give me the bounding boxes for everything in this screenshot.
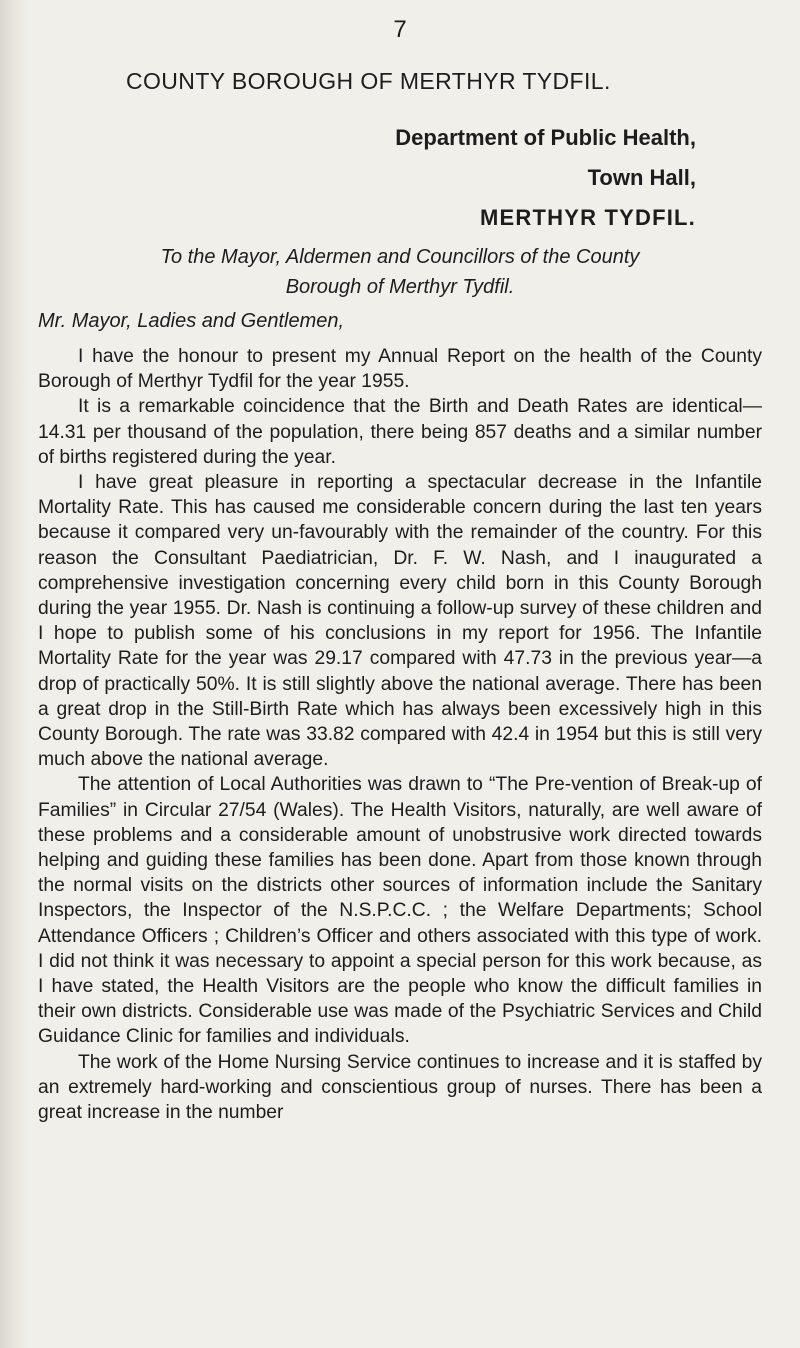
addressee-line-1: To the Mayor, Aldermen and Councillors of the County xyxy=(160,246,640,268)
address-town: MERTHYR TYDFIL. xyxy=(480,205,696,230)
greeting: Mr. Mayor, Ladies and Gentlemen, xyxy=(38,310,345,332)
addressee xyxy=(0,242,800,302)
report-body xyxy=(38,344,762,1125)
page-edge-shadow xyxy=(0,0,30,1348)
borough-title: COUNTY BOROUGH OF MERTHYR TYDFIL. xyxy=(126,68,611,94)
paragraph: It is a remarkable coincidence that the Birth and Death Rates are identical—14.31 per thousand of the population, there being 857 deaths and a similar number of births registered during the year. xyxy=(38,396,762,468)
addressee-line-2: Borough of Merthyr Tydfil. xyxy=(285,276,515,298)
page-number: 7 xyxy=(393,16,407,43)
paragraph: The attention of Local Authorities was drawn to “The Pre-vention of Break-up of Families” in Circular 27/54 (Wales). The Health Visitors, naturally, are well aware of these problems and a considerable amount of unobstrusive work directed towards helping and guiding these families has been done. Apart from those known through the normal visits on the districts other sources of information include the Sanitary Inspectors, the Inspector of the N.S.P.C.C. ; the Welfare Departments; School Attendance Officers ; Children’s Officer and others associated with this type of work. I did not think it was necessary to appoint a special person for this work because, as I have stated, the Health Visitors are the people who know the difficult families in their own districts. Considerable use was made of the Psychiatric Services and Child Guidance Clinic for families and individuals. xyxy=(38,774,762,1048)
department-address xyxy=(395,118,696,238)
paragraph: I have great pleasure in reporting a spectacular decrease in the Infantile Mortality Rate. This has caused me considerable concern during the last ten years because it compared very un-favourably with the remainder of the country. For this reason the Consultant Paediatrician, Dr. F. W. Nash, and I inaugurated a comprehensive investigation concerning every child born in this County Borough during the year 1955. Dr. Nash is continuing a follow-up survey of these children and I hope to publish some of his conclusions in my report for 1956. The Infantile Mortality Rate for the year was 29.17 compared with 47.73 in the previous year—a drop of practically 50%. It is still slightly above the national average. There has been a great drop in the Still-Birth Rate which has always been excessively high in this County Borough. The rate was 33.82 compared with 42.4 in 1954 but this is still very much above the national average. xyxy=(38,472,762,771)
address-town-hall: Town Hall, xyxy=(587,165,696,190)
paragraph: I have the honour to present my Annual Report on the health of the County Borough of Merthyr Tydfil for the year 1955. xyxy=(38,346,762,393)
paragraph: The work of the Home Nursing Service continues to increase and it is staffed by an extremely hard-working and conscientious group of nurses. There has been a great increase in the number xyxy=(38,1051,762,1124)
address-department: Department of Public Health, xyxy=(395,125,696,150)
